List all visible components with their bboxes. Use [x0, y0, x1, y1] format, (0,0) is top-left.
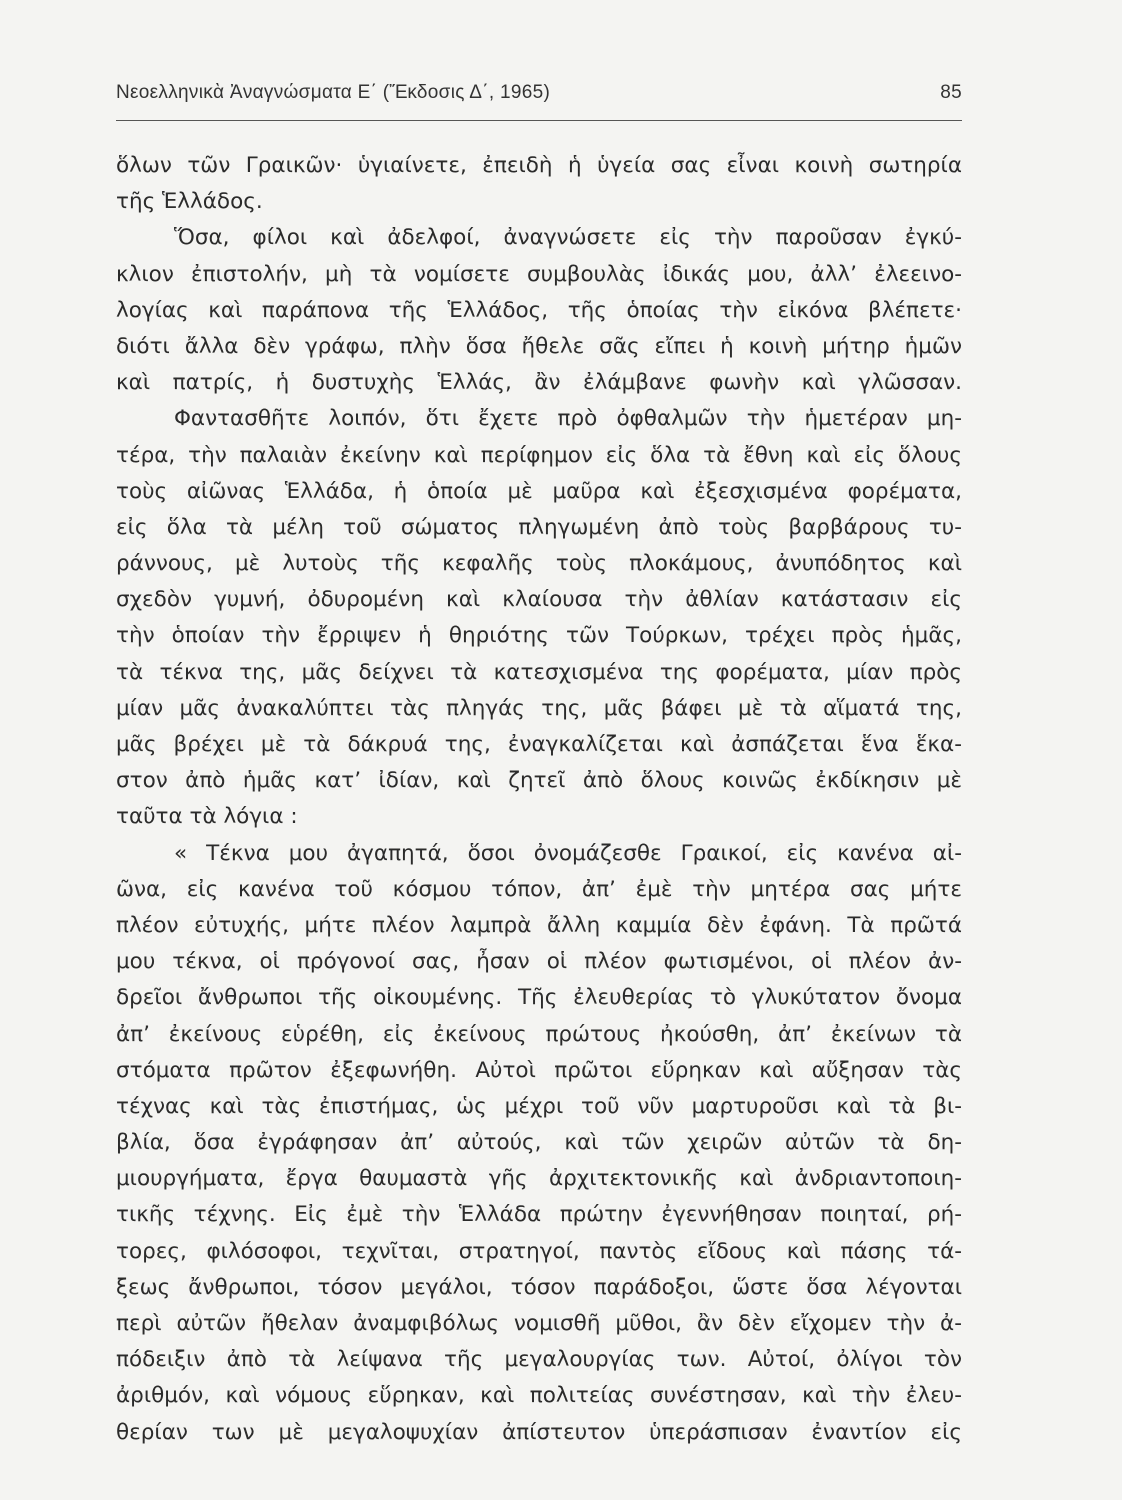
header-rule [116, 120, 962, 121]
text-line: μιουργήματα, ἔργα θαυμαστὰ γῆς ἀρχιτεκτονικῆς καὶ ἀνδριαντοποιη- [116, 1166, 962, 1192]
text-line: στον ἀπὸ ἡμᾶς κατ’ ἰδίαν, καὶ ζητεῖ ἀπὸ ὅλους κοινῶς ἐκδίκησιν μὲ [116, 768, 962, 794]
text-line: ξεως ἄνθρωποι, τόσον μεγάλοι, τόσον παράδοξοι, ὥστε ὅσα λέγονται [116, 1274, 962, 1300]
text-line: τέρα, τὴν παλαιὰν ἐκείνην καὶ περίφημον εἰς ὅλα τὰ ἔθνη καὶ εἰς ὅλους [116, 442, 962, 468]
text-line: κλιον ἐπιστολήν, μὴ τὰ νομίσετε συμβουλὰς ἰδικάς μου, ἀλλ’ ἐλεεινο- [116, 261, 962, 287]
text-line: πόδειξιν ἀπὸ τὰ λείψανα τῆς μεγαλουργίας των. Αὐτοί, ὀλίγοι τὸν [116, 1347, 962, 1373]
header-title: Νεοελληνικὰ Ἀναγνώσματα Ε΄ (Ἔκδοσις Δ΄, 1965) [116, 82, 551, 103]
text-line: Φαντασθῆτε λοιπόν, ὅτι ἔχετε πρὸ ὀφθαλμῶν τὴν ἡμετέραν μη- [174, 406, 962, 432]
text-line: στόματα πρῶτον ἐξεφωνήθη. Αὐτοὶ πρῶτοι εὕρηκαν καὶ αὔξησαν τὰς [116, 1057, 962, 1083]
text-line: τὰ τέκνα της, μᾶς δείχνει τὰ κατεσχισμένα της φορέματα, μίαν πρὸς [116, 659, 962, 685]
text-line: τορες, φιλόσοφοι, τεχνῖται, στρατηγοί, παντὸς εἴδους καὶ πάσης τά- [116, 1238, 962, 1264]
body-text [116, 148, 962, 1451]
text-line: μου τέκνα, οἱ πρόγονοί σας, ἦσαν οἱ πλέον φωτισμένοι, οἱ πλέον ἀν- [116, 949, 962, 975]
text-line: ὅλων τῶν Γραικῶν· ὑγιαίνετε, ἐπειδὴ ἡ ὑγεία σας εἶναι κοινὴ σωτηρία [116, 153, 962, 178]
text-line: σχεδὸν γυμνή, ὀδυρομένη καὶ κλαίουσα τὴν ἀθλίαν κατάστασιν εἰς [116, 587, 962, 613]
text-line: θερίαν των μὲ μεγαλοψυχίαν ἀπίστευτον ὑπεράσπισαν ἐναντίον εἰς [116, 1419, 962, 1445]
text-line: καὶ πατρίς, ἡ δυστυχὴς Ἑλλάς, ἂν ἐλάμβανε φωνὴν καὶ γλῶσσαν. [116, 370, 962, 396]
text-line: μίαν μᾶς ἀνακαλύπτει τὰς πληγάς της, μᾶς βάφει μὲ τὰ αἵματά της, [116, 695, 962, 721]
text-line: διότι ἄλλα δὲν γράφω, πλὴν ὅσα ἤθελε σᾶς εἴπει ἡ κοινὴ μήτηρ ἡμῶν [116, 333, 962, 359]
text-line: ταῦτα τὰ λόγια : [116, 804, 298, 830]
text-line: βλία, ὅσα ἐγράφησαν ἀπ’ αὐτούς, καὶ τῶν χειρῶν αὐτῶν τὰ δη- [116, 1130, 962, 1156]
text-line: ἀριθμόν, καὶ νόμους εὕρηκαν, καὶ πολιτείας συνέστησαν, καὶ τὴν ἐλευ- [116, 1383, 962, 1409]
text-line: τῆς Ἑλλάδος. [116, 189, 263, 215]
text-line: περὶ αὐτῶν ἤθελαν ἀναμφιβόλως νομισθῆ μῦθοι, ἂν δὲν εἴχομεν τὴν ἀ- [116, 1311, 962, 1336]
text-line: λογίας καὶ παράπονα τῆς Ἑλλάδος, τῆς ὁποίας τὴν εἰκόνα βλέπετε· [116, 297, 962, 323]
page-number: 85 [940, 82, 962, 103]
text-line: τὴν ὁποίαν τὴν ἔρριψεν ἡ θηριότης τῶν Τούρκων, τρέχει πρὸς ἡμᾶς, [116, 623, 962, 649]
text-line: ἀπ’ ἐκείνους εὑρέθη, εἰς ἐκείνους πρώτους ἠκούσθη, ἀπ’ ἐκείνων τὰ [116, 1021, 962, 1047]
text-line: δρεῖοι ἄνθρωποι τῆς οἰκουμένης. Τῆς ἐλευθερίας τὸ γλυκύτατον ὄνομα [116, 985, 962, 1011]
text-line: τικῆς τέχνης. Εἰς ἐμὲ τὴν Ἑλλάδα πρώτην ἐγεννήθησαν ποιηταί, ρή- [116, 1202, 962, 1228]
text-line: « Τέκνα μου ἀγαπητά, ὅσοι ὀνομάζεσθε Γραικοί, εἰς κανένα αἰ- [174, 840, 962, 866]
text-line: εἰς ὅλα τὰ μέλη τοῦ σώματος πληγωμένη ἀπὸ τοὺς βαρβάρους τυ- [116, 514, 962, 540]
text-line: ράννους, μὲ λυτοὺς τῆς κεφαλῆς τοὺς πλοκάμους, ἀνυπόδητος καὶ [116, 551, 962, 577]
running-header [116, 82, 962, 112]
text-line: Ὅσα, φίλοι καὶ ἀδελφοί, ἀναγνώσετε εἰς τὴν παροῦσαν ἐγκύ- [174, 225, 962, 251]
text-line: πλέον εὐτυχής, μήτε πλέον λαμπρὰ ἄλλη καμμία δὲν ἐφάνη. Τὰ πρῶτά [116, 912, 962, 938]
text-line: τέχνας καὶ τὰς ἐπιστήμας, ὡς μέχρι τοῦ νῦν μαρτυροῦσι καὶ τὰ βι- [116, 1093, 962, 1119]
text-line: μᾶς βρέχει μὲ τὰ δάκρυά της, ἐναγκαλίζεται καὶ ἀσπάζεται ἕνα ἕκα- [116, 732, 962, 757]
text-line: ῶνα, εἰς κανένα τοῦ κόσμου τόπον, ἀπ’ ἐμὲ τὴν μητέρα σας μήτε [116, 876, 962, 902]
text-line: τοὺς αἰῶνας Ἑλλάδα, ἡ ὁποία μὲ μαῦρα καὶ ἐξεσχισμένα φορέματα, [116, 478, 962, 504]
